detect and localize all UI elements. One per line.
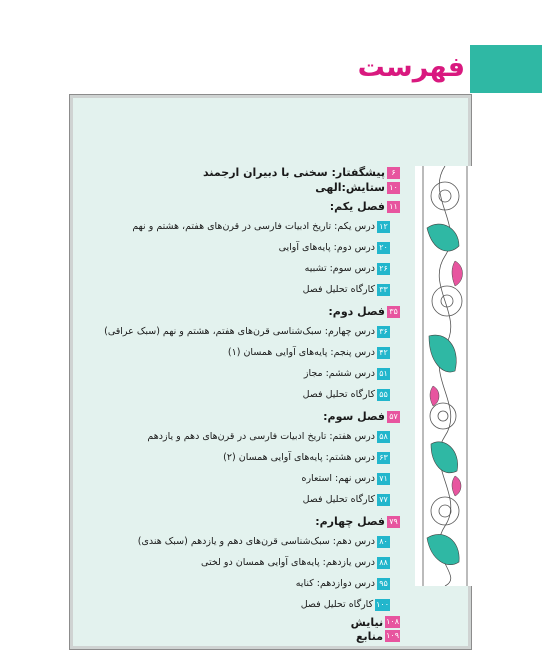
toc-entry-title: درس هشتم: پایه‌های آوایی همسان (۲) (223, 452, 375, 463)
toc-entry-title: درس سوم: تشبیه (304, 263, 375, 274)
page-number-badge: ۲۰ (377, 242, 390, 254)
toc-entry-title: ستایش:الهی (315, 181, 385, 194)
toc-row[interactable] (80, 407, 400, 426)
toc-row[interactable] (80, 629, 400, 643)
toc-row[interactable] (80, 216, 400, 237)
toc-entry-title: فصل چهارم: (315, 515, 385, 528)
page-number-badge: ۵۱ (377, 368, 390, 380)
toc-row[interactable] (80, 594, 400, 615)
toc-entry-title: کارگاه تحلیل فصل (302, 284, 375, 295)
toc-row[interactable] (80, 468, 400, 489)
toc-row[interactable] (80, 363, 400, 384)
toc-row[interactable] (80, 531, 400, 552)
page-number-badge: ۷۷ (377, 494, 390, 506)
toc-row[interactable] (80, 237, 400, 258)
page-number-badge: ۱۰۸ (386, 617, 399, 626)
toc-entry-title: درس دوم: پایه‌های آوایی (278, 242, 375, 253)
toc-row[interactable] (80, 489, 400, 510)
toc-entry-title: فصل دوم: (328, 305, 385, 318)
toc-row[interactable] (80, 512, 400, 531)
toc-row[interactable] (80, 615, 400, 629)
page-number-badge: ۳۶ (377, 326, 390, 338)
page-number-badge: ۵۸ (377, 431, 390, 443)
toc-entry-title: فصل یکم: (329, 200, 385, 213)
page-number-badge: ۷۱ (377, 473, 390, 485)
toc-entry-title: کارگاه تحلیل فصل (302, 389, 375, 400)
toc-entry-title: درس هفتم: تاریخ ادبیات فارسی در قرن‌های دهم و یازدهم (147, 431, 375, 442)
page-number-badge: ۳۵ (387, 306, 400, 318)
page-number-badge: ۸۰ (377, 536, 390, 548)
toc-entry-title: درس یازدهم: پایه‌های آوایی همسان دو لختی (201, 557, 375, 568)
toc-row[interactable] (80, 302, 400, 321)
page-number-badge: ۲۶ (377, 263, 390, 275)
toc-entry-title: کارگاه تحلیل فصل (300, 599, 374, 610)
toc-entry-title: درس چهارم: سبک‌شناسی قرن‌های هفتم، هشتم و نهم (سبک عراقی) (104, 326, 375, 337)
toc-entry-title: درس دهم: سبک‌شناسی قرن‌های دهم و یازدهم (سبک هندی) (137, 536, 375, 547)
header-teal-tab (470, 45, 542, 93)
page-number-badge: ۱۲ (377, 221, 390, 233)
toc-row[interactable] (80, 180, 400, 195)
toc-entry-title: پیشگفتار: سخنی با دبیران ارجمند (203, 166, 385, 179)
page-number-badge: ۱۰۹ (386, 631, 399, 640)
toc-entry-title: درس دوازدهم: کنایه (295, 578, 375, 589)
toc-entry-title: فصل سوم: (323, 410, 385, 423)
toc-row[interactable] (80, 279, 400, 300)
toc-row[interactable] (80, 197, 400, 216)
page-number-badge: ۳۳ (377, 284, 390, 296)
toc-row[interactable] (80, 321, 400, 342)
page-number-badge: ۹۵ (377, 578, 390, 590)
page-number-badge: ۱۰۰ (376, 599, 389, 609)
toc-row[interactable] (80, 258, 400, 279)
toc-entry-title: کارگاه تحلیل فصل (302, 494, 375, 505)
page-title: فهرست (357, 52, 465, 83)
page-number-badge: ۱۱ (387, 201, 400, 213)
toc-row[interactable] (80, 426, 400, 447)
toc-row[interactable] (80, 384, 400, 405)
toc-entry-title: نیایش (350, 615, 384, 629)
toc-row[interactable] (80, 447, 400, 468)
page-number-badge: ۸۸ (377, 557, 390, 569)
toc-entry-title: درس ششم: مجاز (303, 368, 375, 379)
toc-row[interactable] (80, 342, 400, 363)
page-number-badge: ۱۰ (387, 182, 400, 194)
toc-row[interactable] (80, 165, 400, 180)
page-number-badge: ۵۷ (387, 411, 400, 423)
toc-entry-title: درس نهم: استعاره (301, 473, 375, 484)
toc-entry-title: درس پنجم: پایه‌های آوایی همسان (۱) (227, 347, 375, 358)
page-number-badge: ۵۵ (377, 389, 390, 401)
page-number-badge: ۶۳ (377, 452, 390, 464)
table-of-contents (80, 165, 400, 643)
toc-row[interactable] (80, 552, 400, 573)
page-number-badge: ۶ (387, 167, 400, 179)
page-number-badge: ۷۹ (387, 516, 400, 528)
toc-row[interactable] (80, 573, 400, 594)
toc-entry-title: درس یکم: تاریخ ادبیات فارسی در قرن‌های هفتم، هشتم و نهم (132, 221, 375, 232)
floral-ornament-icon (415, 166, 475, 586)
page-number-badge: ۴۲ (377, 347, 390, 359)
toc-entry-title: منابع (356, 629, 384, 643)
